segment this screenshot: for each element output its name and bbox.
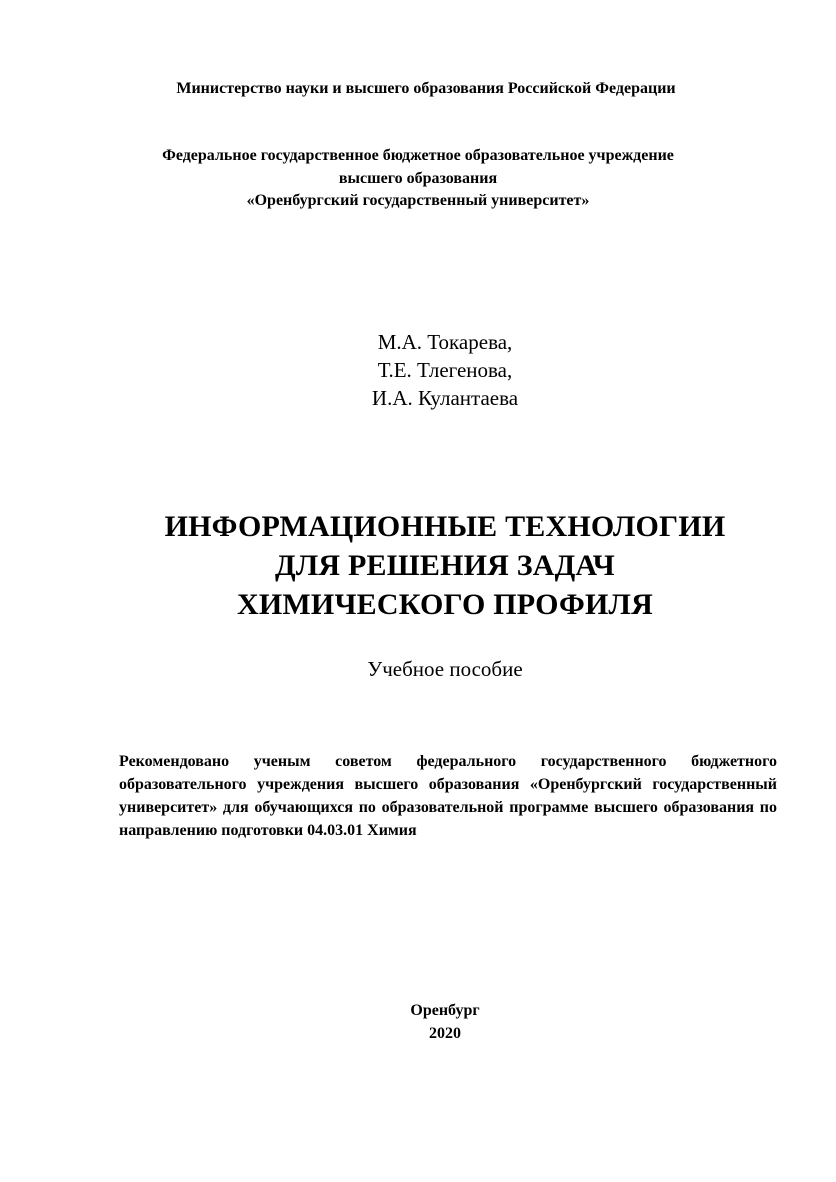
author-2: Т.Е. Тлегенова, xyxy=(377,358,513,382)
author-3: И.А. Кулантаева xyxy=(371,386,519,410)
title-line-2: ДЛЯ РЕШЕНИЯ ЗАДАЧ xyxy=(275,549,615,582)
institution-line-2: высшего образования xyxy=(338,170,498,187)
ministry-name: Министерство науки и высшего образования Российской Федерации xyxy=(176,80,676,97)
institution-line-3: «Оренбургский государственный университет» xyxy=(246,192,590,209)
document-type: Учебное пособие xyxy=(367,657,523,681)
city: Оренбург xyxy=(410,1002,480,1019)
title-line-3: ХИМИЧЕСКОГО ПРОФИЛЯ xyxy=(237,588,653,621)
year: 2020 xyxy=(429,1025,461,1042)
title-line-1: ИНФОРМАЦИОННЫЕ ТЕХНОЛОГИИ xyxy=(164,510,726,543)
author-1: М.А. Токарева, xyxy=(377,330,513,354)
institution-line-1: Федеральное государственное бюджетное образовательное учреждение xyxy=(162,147,674,164)
recommendation-text: Рекомендовано ученым советом федерального государственного бюджетного образовательного учреждения высшего образования «Оренбургский государственный университет» для обучающихся по образовательной программе высшего образования по направлению подготовки 04.03.01 Химия xyxy=(119,753,777,839)
